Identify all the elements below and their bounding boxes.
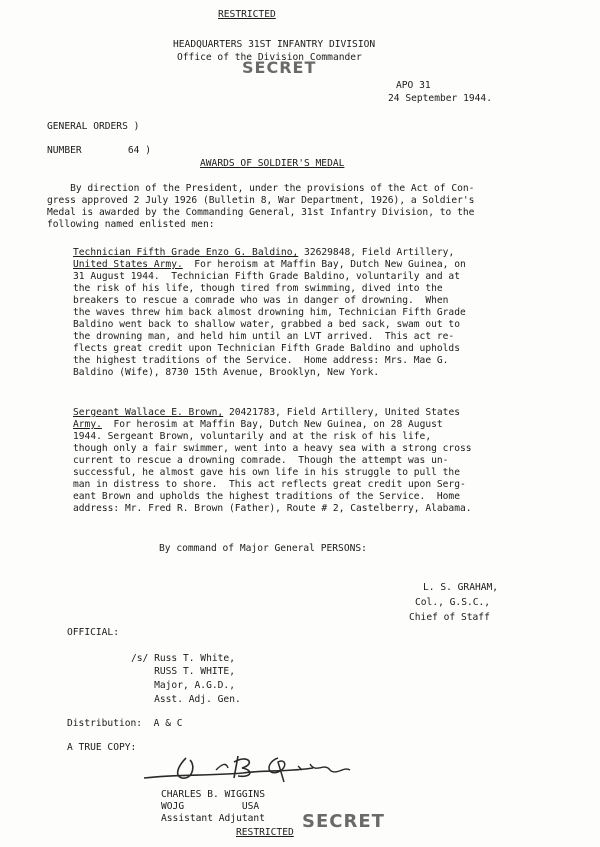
chief-title: Chief of Staff xyxy=(409,612,490,623)
signed-title: Asst. Adj. Gen. xyxy=(131,694,241,705)
command-line: By command of Major General PERSONS: xyxy=(159,543,367,554)
intro-line: Medal is awarded by the Commanding General, 31st Infantry Division, to the xyxy=(47,207,475,218)
award2-citation-start: For herosim at Maffin Bay, Dutch New Guinea, on 28 August xyxy=(101,419,443,430)
award2-line: 1944. Sergeant Brown, voluntarily and at the risk of his life, xyxy=(73,431,432,442)
distribution-line: Distribution: A & C xyxy=(67,718,183,729)
award2-line: current to rescue a drowning comrade. Though the attempt was un- xyxy=(73,455,449,466)
order-date: 24 September 1944. xyxy=(388,93,492,104)
intro-line: By direction of the President, under the provisions of the Act of Con- xyxy=(47,183,475,194)
secret-stamp-top: SECRET xyxy=(242,58,317,77)
award-brown xyxy=(73,407,531,515)
award1-line: the risk of his life, though tired from swimming, dived into the xyxy=(73,283,443,294)
apo-number: APO 31 xyxy=(396,80,431,91)
signed-rank: Major, A.G.D., xyxy=(131,680,235,691)
award1-line: breakers to rescue a comrade who was in danger of drowning. When xyxy=(73,295,449,306)
classification-bottom: RESTRICTED xyxy=(236,827,294,838)
award1-unit: United States Army. xyxy=(73,259,183,270)
intro-line: following named enlisted men: xyxy=(47,219,215,230)
award1-line: Baldino (Wife), 8730 15th Avenue, Brooklyn, New York. xyxy=(73,367,380,378)
secret-stamp-bottom: SECRET xyxy=(302,811,385,832)
award1-citation-start: For heroism at Maffin Bay, Dutch New Guinea, on xyxy=(182,259,466,270)
award2-name: Sergeant Wallace E. Brown, xyxy=(73,407,224,418)
office-heading: Office of the Division Commander xyxy=(177,52,362,63)
unit-heading: HEADQUARTERS 31ST INFANTRY DIVISION xyxy=(173,39,376,50)
award1-line: the waves threw him back almost drowning him, Technician Fifth Grade xyxy=(73,307,466,318)
award2-line: though only a fair swimmer, went into a heavy sea with a strong cross xyxy=(73,443,472,454)
award2-line: man in distress to shore. This act reflects great credit upon Serg- xyxy=(73,479,466,490)
intro-line: gress approved 2 July 1926 (Bulletin 8, War Department, 1926), a Soldier's xyxy=(47,195,475,206)
chief-rank: Col., G.S.C., xyxy=(415,597,491,608)
general-orders-label: GENERAL ORDERS ) xyxy=(47,121,140,132)
award2-line: successful, he almost gave his own life in his struggle to pull the xyxy=(73,467,460,478)
award2-line: address: Mr. Fred R. Brown (Father), Route # 2, Castelberry, Alabama. xyxy=(73,503,472,514)
intro-paragraph xyxy=(47,183,505,231)
award1-name: Technician Fifth Grade Enzo G. Baldino, xyxy=(73,247,299,258)
award2-line: eant Brown and upholds the highest traditions of the Service. Home xyxy=(73,491,460,502)
document-title: AWARDS OF SOLDIER'S MEDAL xyxy=(200,158,345,169)
award1-serial: 32629848, Field Artillery, xyxy=(298,247,455,258)
award2-unit: Army. xyxy=(73,419,102,430)
award1-line: Baldino went back to shallow water, grabbed a bed sack, swam out to xyxy=(73,319,460,330)
order-number: NUMBER 64 ) xyxy=(47,145,151,156)
certifier-rank: WOJG USA xyxy=(161,801,260,812)
award1-line: the highest traditions of the Service. Home address: Mrs. Mae G. xyxy=(73,355,449,366)
handwritten-signature xyxy=(138,748,363,790)
award-baldino xyxy=(73,247,531,379)
classification-top: RESTRICTED xyxy=(218,9,276,20)
chief-name: L. S. GRAHAM, xyxy=(423,582,499,593)
award2-serial: 20421783, Field Artillery, United States xyxy=(223,407,461,418)
certifier-title: Assistant Adjutant xyxy=(161,813,265,824)
award1-line: flects great credit upon Technician Fifth Grade Baldino and upholds xyxy=(73,343,460,354)
true-copy-label: A TRUE COPY: xyxy=(67,742,137,753)
award1-line: 31 August 1944. Technician Fifth Grade Baldino, voluntarily and at xyxy=(73,271,460,282)
signed-line: /s/ Russ T. White, xyxy=(131,653,235,664)
award1-line: the drowning man, and held him until an LVT arrived. This act re- xyxy=(73,331,455,342)
signed-name: RUSS T. WHITE, xyxy=(131,666,235,677)
certifier-name: CHARLES B. WIGGINS xyxy=(161,789,265,800)
official-label: OFFICIAL: xyxy=(67,627,119,638)
